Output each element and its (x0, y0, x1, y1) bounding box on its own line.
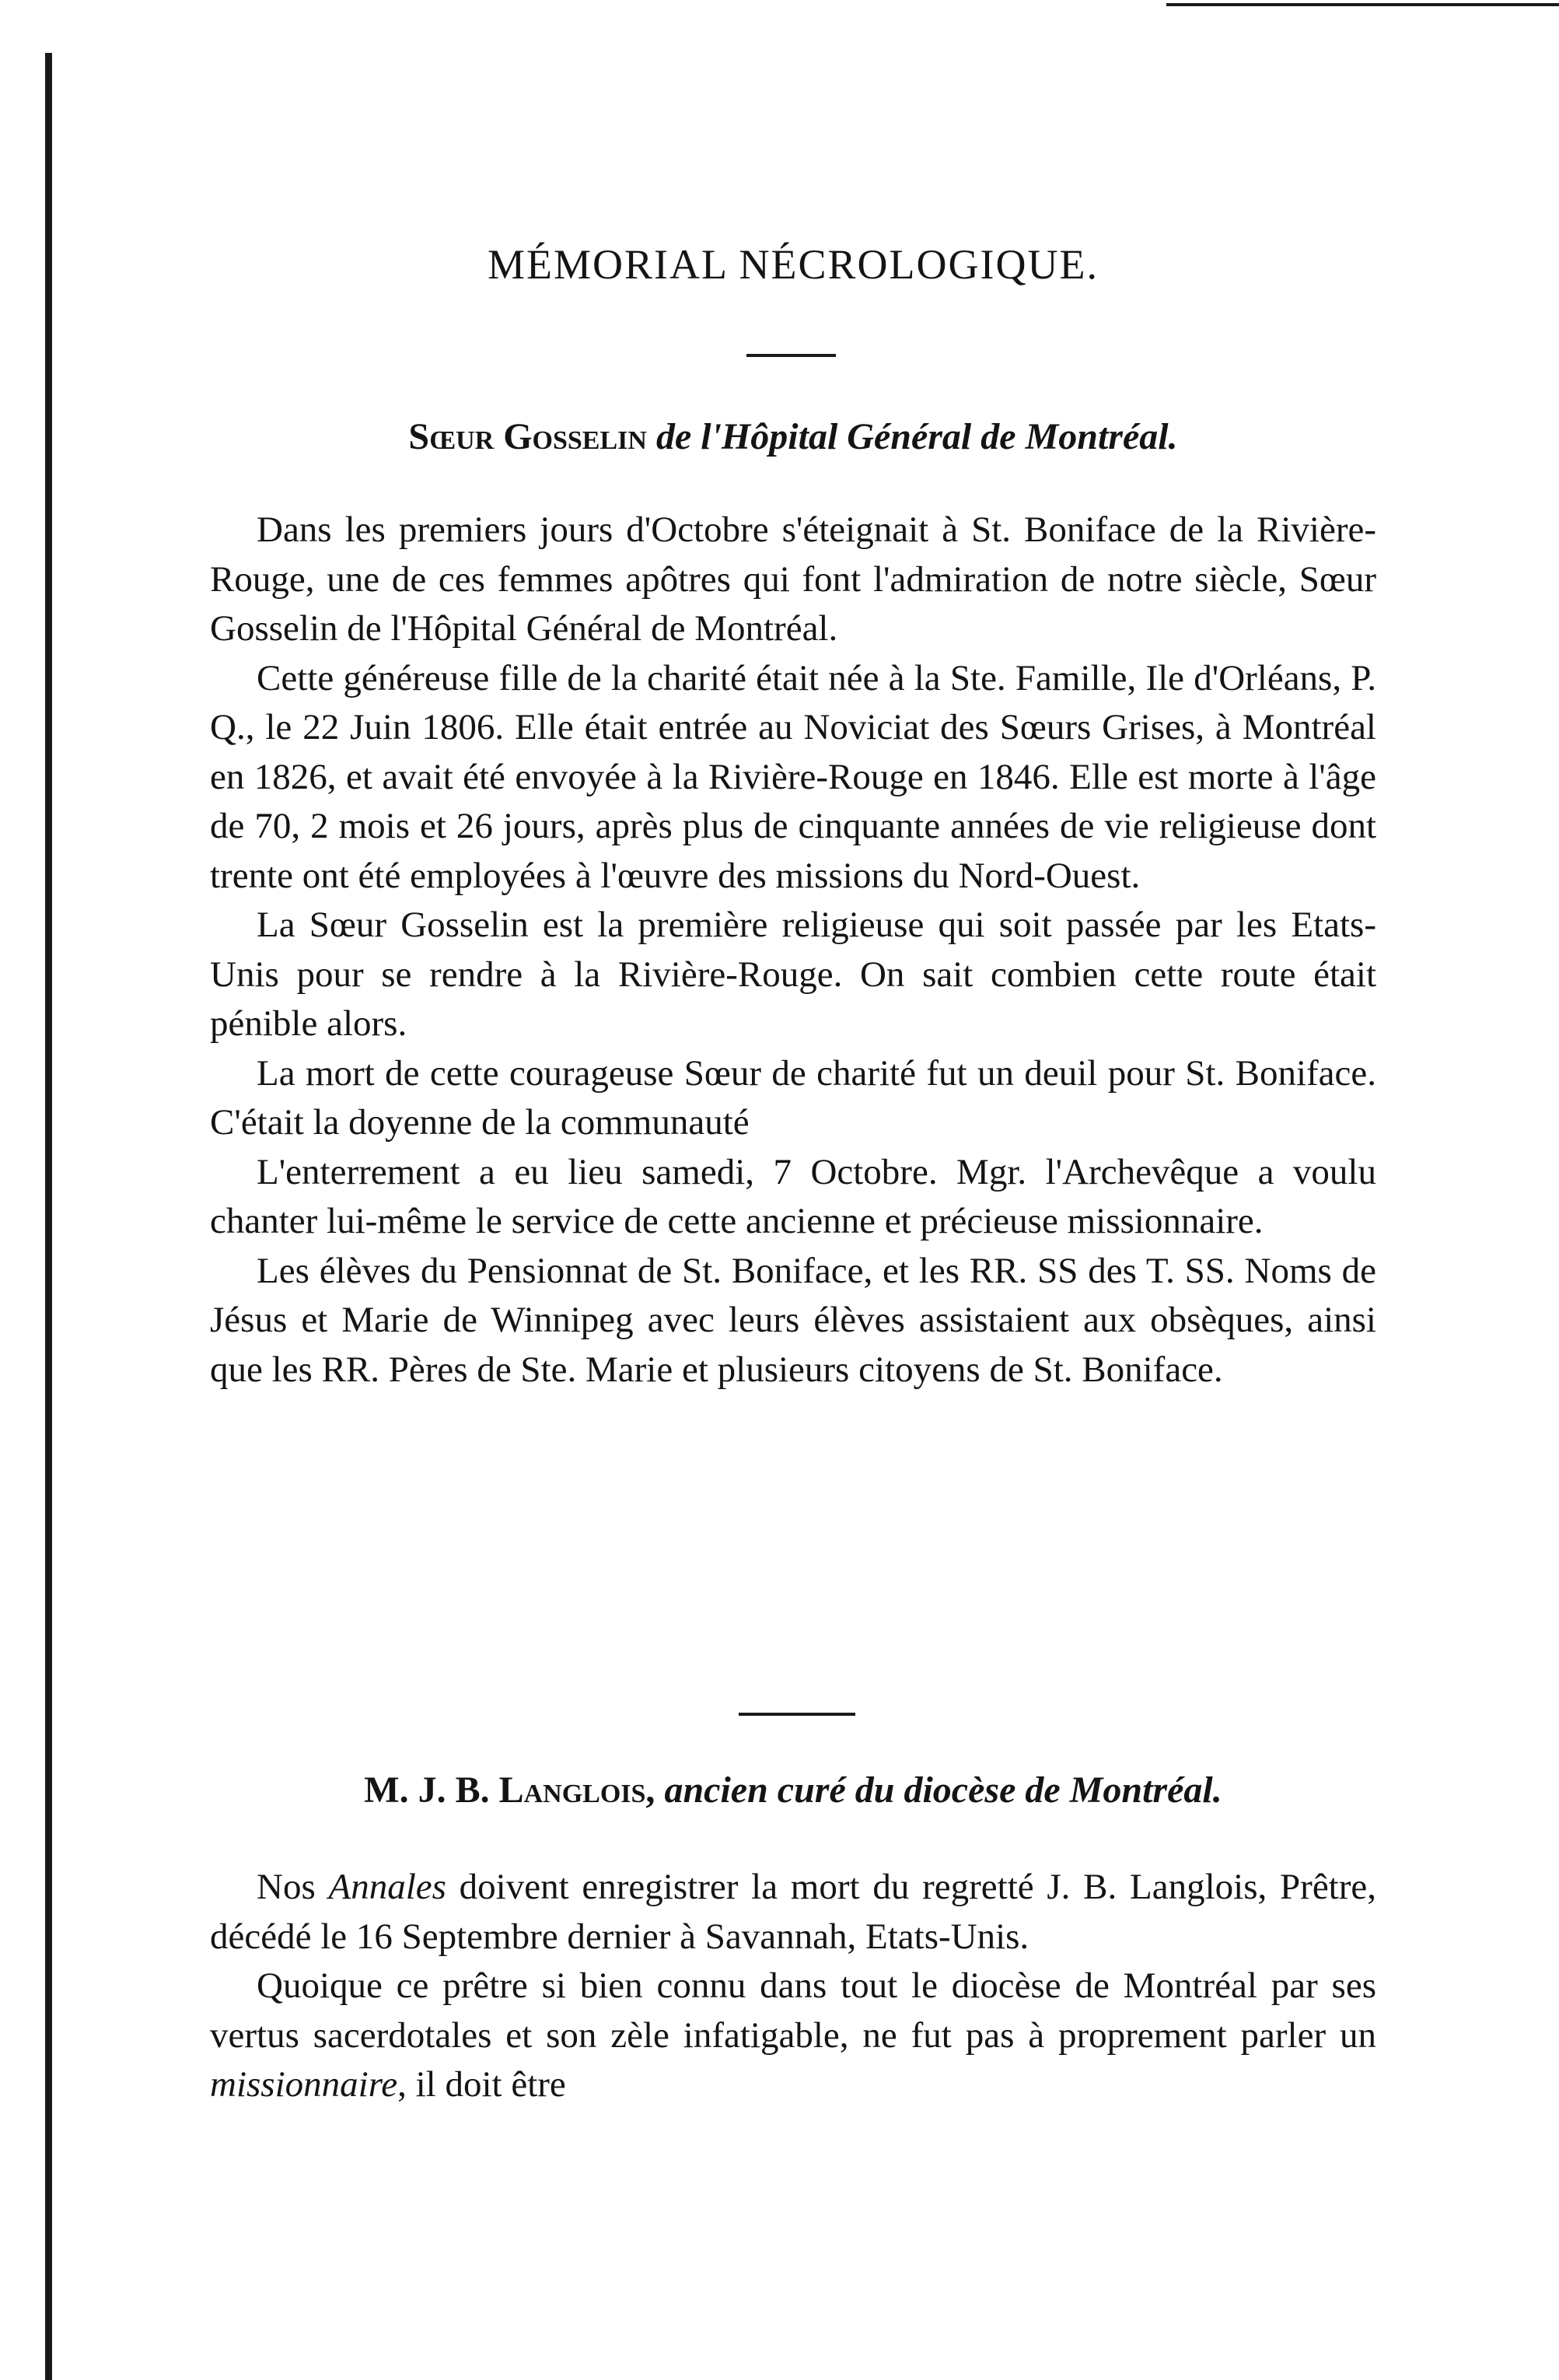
document-page (210, 0, 1376, 2380)
paragraph-italic: Annales (328, 1867, 446, 1907)
paragraph-text: , il doit être (397, 2064, 566, 2105)
paragraph: La mort de cette courageuse Sœur de charité fut un deuil pour St. Boniface. C'était la doyenne de la communauté (210, 1052, 1376, 1143)
article-heading-rest: ancien curé du diocèse de Montréal. (664, 1769, 1222, 1811)
paragraph (210, 1863, 1376, 1962)
page-title: MÉMORIAL NÉCROLOGIQUE. (488, 241, 1099, 288)
title-divider (746, 354, 836, 357)
section-divider (739, 1713, 855, 1716)
paragraph-text: Quoique ce prêtre si bien connu dans tout le diocèse de Montréal par ses vertus sacerdotales et son zèle infatigable, ne fut pas à proprement parler un (210, 1965, 1376, 2056)
paragraph: Dans les premiers jours d'Octobre s'éteignait à St. Boniface de la Rivière-Rouge, une de ces femmes apôtres qui font l'admiration de notre siècle, Sœur Gosselin de l'Hôpital Général de Montréal. (210, 509, 1376, 649)
article-heading-rest: de l'Hôpital Général de Montréal. (655, 416, 1178, 457)
article-body-langlois (210, 1863, 1376, 2110)
article-heading-name: Sœur Gosselin (408, 416, 647, 457)
paragraph-text: doivent enregistrer la mort du regretté J. B. Langlois, Prêtre, décédé le 16 Septembre dernier à Savannah, Etats-Unis. (210, 1867, 1376, 1957)
paragraph (210, 1962, 1376, 2110)
article-heading-langlois (210, 1766, 1376, 1815)
article-heading-name: M. J. B. Langlois, (364, 1769, 655, 1811)
page-edge-bar (45, 53, 52, 2380)
paragraph: Cette généreuse fille de la charité était née à la Ste. Famille, Ile d'Orléans, P. Q., le 22 Juin 1806. Elle était entrée au Noviciat des Sœurs Grises, à Montréal en 1826, et avait été envoyée à la Rivière-Rouge en 1846. Elle est morte à l'âge de 70, 2 mois et 26 jours, après plus de cinquante années de vie religieuse dont trente ont été employées à l'œuvre des missions du Nord-Ouest. (210, 657, 1376, 896)
paragraph: L'enterrement a eu lieu samedi, 7 Octobre. Mgr. l'Archevêque a voulu chanter lui-même le service de cette ancienne et précieuse missionnaire. (210, 1151, 1376, 1241)
article-heading-gosselin (210, 412, 1376, 462)
paragraph: Les élèves du Pensionnat de St. Boniface, et les RR. SS des T. SS. Noms de Jésus et Marie de Winnipeg avec leurs élèves assistaient aux obsèques, ainsi que les RR. Pères de Ste. Marie et plusieurs citoyens de St. Boniface. (210, 1250, 1376, 1390)
paragraph-text: Nos (257, 1867, 329, 1907)
article-body-gosselin (210, 506, 1376, 1395)
paragraph: La Sœur Gosselin est la première religieuse qui soit passée par les Etats-Unis pour se rendre à la Rivière-Rouge. On sait combien cette route était pénible alors. (210, 905, 1376, 1044)
paragraph-italic: missionnaire (210, 2064, 398, 2105)
